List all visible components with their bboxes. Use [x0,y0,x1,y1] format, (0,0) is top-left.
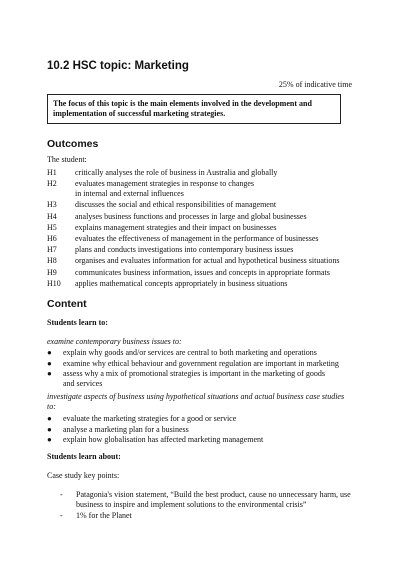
list-item [47,359,362,369]
outcome-text: organises and evaluates information for actual and hypothetical business situations [75,256,340,266]
list-item [60,490,360,510]
bullet-icon: ● [47,358,52,368]
list-item-text: 1% for the Planet [76,511,132,520]
outcome-text: evaluates the effectiveness of management in the performance of businesses [75,233,319,243]
list-item [47,369,362,389]
outcomes-intro: The student: [47,155,87,164]
students-learn-to-heading: Students learn to: [47,318,108,327]
bullet-icon: ● [47,414,52,423]
outcome-text: discusses the social and ethical responsibilities of management [75,200,277,210]
outcome-code: H3 [47,200,57,210]
outcome-code: H8 [47,256,57,266]
outcome-text: explains management strategies and their impact on businesses [75,222,277,232]
outcome-text: plans and conducts investigations into contemporary business issues [75,245,294,255]
outcome-code: H1 [47,168,57,177]
list-item [47,414,362,424]
list-item [47,435,362,445]
outcome-item [47,212,367,222]
outcome-text: evaluates management strategies in response to changes in internal and external influences [75,179,255,199]
outcome-code: H10 [47,278,61,288]
bullet-icon: ● [47,348,52,357]
outcome-code: H7 [47,245,57,255]
list-item-text: explain why goods and/or services are central to both marketing and operations [63,348,317,357]
outcome-item [47,200,367,210]
list-item-text: assess why a mix of promotional strategies is important in the marketing of goods and services [63,369,325,389]
dash-marker: - [60,511,63,520]
outcome-text: analyses business functions and processes in large and global businesses [75,211,307,221]
outcomes-heading: Outcomes [47,138,99,150]
outcome-item [47,179,367,199]
list-item [47,348,362,358]
bullet-icon: ● [47,435,52,445]
page-title: 10.2 HSC topic: Marketing [47,60,189,72]
outcome-item [47,168,367,178]
list-item-text: examine why ethical behaviour and government regulation are important in marketing [63,358,339,368]
bullet-icon: ● [47,369,52,379]
list-item-text: Patagonia's vision statement, “Build the best product, cause no unnecessary harm, use business to inspire and implement solutions to the environmental crisis” [76,490,351,509]
focus-box [47,94,341,124]
list-item [47,425,362,435]
content-heading: Content [47,298,87,310]
outcome-item [47,268,367,278]
students-learn-about-heading: Students learn about: [47,452,121,461]
outcome-code: H2 [47,179,57,189]
outcome-item [47,245,367,255]
list-item-text: explain how globalisation has affected marketing management [63,435,264,445]
investigate-list [47,414,362,446]
outcome-code: H4 [47,211,57,221]
outcome-text: critically analyses the role of business in Australia and globally [75,168,278,177]
case-study-heading: Case study key points: [47,471,120,480]
outcome-text: communicates business information, issues and concepts in appropriate formats [75,267,330,277]
examine-list [47,348,362,390]
dash-marker: - [60,490,63,499]
outcome-code: H5 [47,222,57,232]
list-item-text: evaluate the marketing strategies for a good or service [63,414,237,423]
investigate-heading: investigate aspects of business using hypothetical situations and actual business case studies to: [47,392,345,411]
outcome-item [47,279,367,289]
outcome-item [47,223,367,233]
outcome-text: applies mathematical concepts appropriately in business situations [75,278,288,288]
outcome-item [47,234,367,244]
focus-text-line1: The focus of this topic is the main elements involved in the development and [53,99,312,108]
focus-text-line2: implementation of successful marketing strategies. [53,109,226,118]
outcome-code: H6 [47,233,57,243]
indicative-time: 25% of indicative time [278,80,352,89]
examine-heading: examine contemporary business issues to: [47,337,182,346]
list-item [60,511,360,521]
outcomes-list [47,168,367,290]
bullet-icon: ● [47,424,52,434]
case-study-list [60,490,360,522]
outcome-item [47,256,367,266]
outcome-code: H9 [47,267,57,277]
list-item-text: analyse a marketing plan for a business [63,424,189,434]
